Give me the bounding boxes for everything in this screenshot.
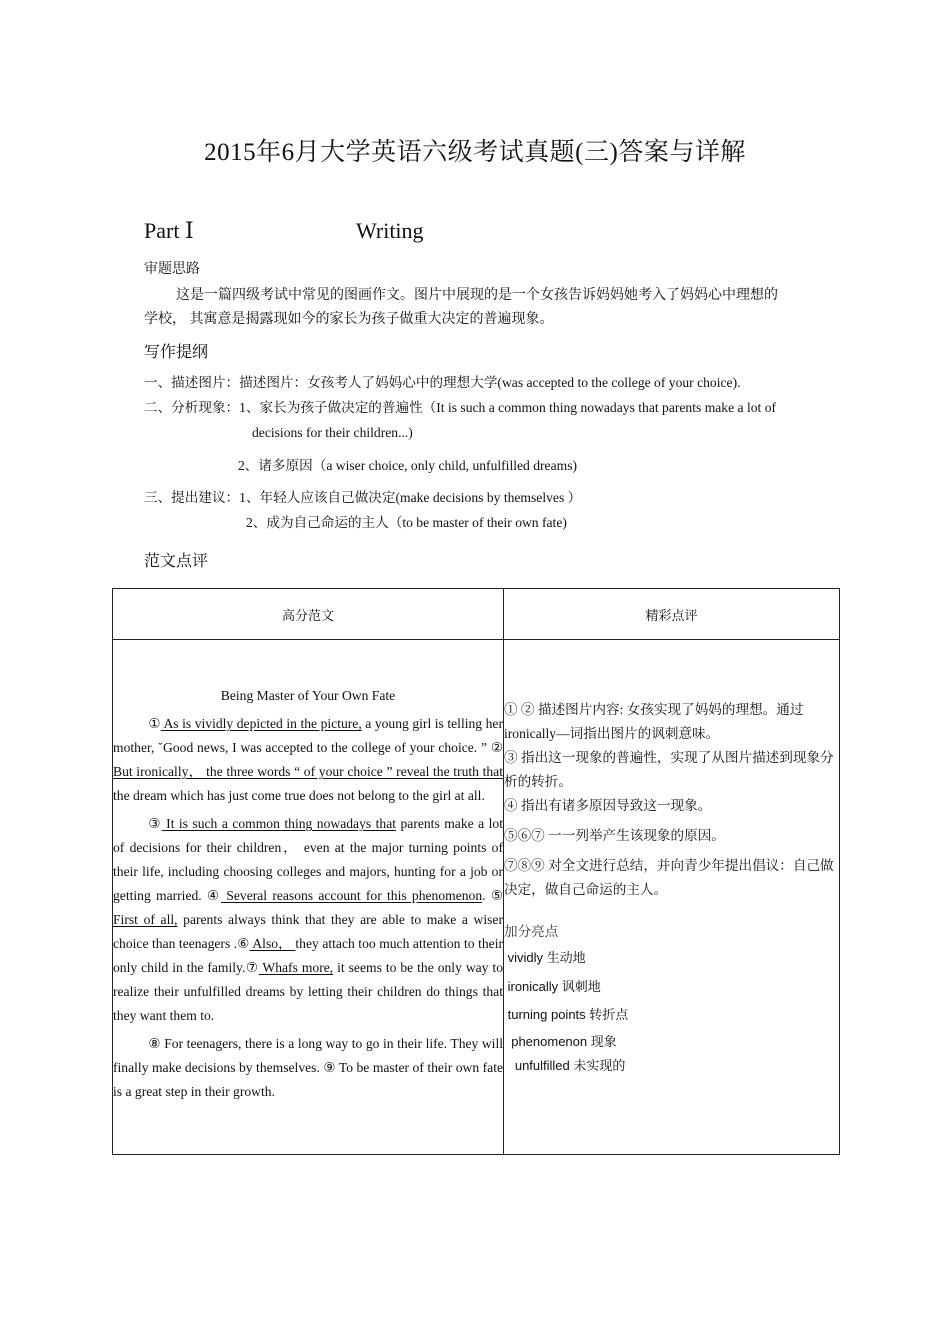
part-name: Writing <box>356 218 424 243</box>
marker-9: ⑨ <box>323 1060 336 1075</box>
marker-4: ④ <box>206 888 222 903</box>
underlined-phrase-2: But ironically， the three words “ of your choice ” reveal the truth that <box>113 764 503 779</box>
page-title: 2015年6月大学英语六级考试真题(三)答案与详解 <box>204 139 746 166</box>
comment-4: ⑤⑥⑦ 一一列举产生该现象的原因。 <box>504 828 725 843</box>
marker-3: ③ <box>148 816 162 831</box>
essay-text: parents make a lot of decisions for their children， even at the major turning points of their life, including choosing colleges and majors, hunting for a job or getting married. <box>113 816 503 903</box>
marker-6: ⑥ <box>237 936 250 951</box>
bonus-item: vividly 生动地 <box>504 950 586 965</box>
comment-2: ③ 指出这一现象的普遍性，实现了从图片描述到现象分析的转折。 <box>504 750 834 789</box>
essay-text: it seems to be the only way to realize their unfulfilled dreams by letting their children do things that they want them to. <box>113 960 504 1023</box>
analysis-heading: 审题思路 <box>144 262 200 277</box>
comments <box>504 640 839 1078</box>
bonus-item: phenomenon 现象 <box>504 1033 617 1049</box>
bonus-item: unfulfilled 未实现的 <box>504 1057 626 1073</box>
analysis-line-2: 学校， 其寓意是揭露现如今的家长为孩子做重大决定的普遍现象。 <box>144 312 554 327</box>
part-label: Part Ⅰ <box>144 218 194 243</box>
essay-column-header: 高分范文 <box>113 589 504 640</box>
marker-5: ⑤ <box>490 888 504 903</box>
underlined-phrase-1: As is vividly depicted in the picture, <box>160 716 362 731</box>
bonus-heading: 加分亮点 <box>504 924 559 939</box>
marker-1: ① <box>148 716 161 731</box>
outline-item-2b: decisions for their children...) <box>252 425 413 440</box>
essay-paragraph-2 <box>113 812 503 1028</box>
essay-text: the dream which has just come true does not belong to the girl at all. <box>113 788 485 803</box>
marker-2: ② <box>490 740 503 755</box>
comment-1: ① ② 描述图片内容: 女孩实现了妈妈的理想。通过 ironically—词指出图片的讽刺意味。 <box>504 702 804 741</box>
comment-cell <box>504 640 840 1155</box>
marker-8: ⑧ <box>148 1036 161 1051</box>
essay-text: parents always think that they are able to make a wiser choice than teenagers . <box>113 912 503 951</box>
essay-text: they attach too much attention to their only child in the family. <box>113 936 503 975</box>
bonus-item: turning points 转折点 <box>504 1007 629 1022</box>
outline-item-3a: 三、提出建议：1、年轻人应该自己做决定(make decisions by themselves ） <box>144 490 582 505</box>
analysis-line-1: 这是一篇四级考试中常见的图画作文。图片中展现的是一个女孩告诉妈妈她考入了妈妈心中理想的 <box>176 288 778 303</box>
essay-text: . <box>482 888 491 903</box>
review-heading: 范文点评 <box>144 553 209 570</box>
comment-column-header: 精彩点评 <box>504 589 840 640</box>
underlined-phrase-5: First of all, <box>113 912 178 927</box>
outline-heading: 写作提纲 <box>144 344 209 361</box>
outline-item-1: 一、描述图片：描述图片：女孩考人了妈妈心中的理想大学(was accepted to the college of your choice). <box>144 375 741 390</box>
essay <box>113 684 503 1104</box>
essay-text: For teenagers, there is a long way to go in their life. They will finally make decisions by themselves. <box>113 1036 504 1075</box>
underlined-phrase-6: Also， <box>249 936 296 951</box>
essay-paragraph-3 <box>113 1032 503 1104</box>
marker-7: ⑦ <box>245 960 259 975</box>
bonus-list <box>504 944 839 1078</box>
bonus-item: ironically 讽刺地 <box>504 978 601 994</box>
underlined-phrase-4: Several reasons account for this phenomenon <box>221 888 483 903</box>
essay-title: Being Master of Your Own Fate <box>220 688 396 703</box>
underlined-phrase-3: It is such a common thing nowadays that <box>161 816 397 831</box>
comment-3: ④ 指出有诸多原因导致这一现象。 <box>504 798 712 813</box>
review-table <box>112 588 840 1155</box>
outline-item-3b: 2、成为自己命运的主人（to be master of their own fate) <box>246 515 567 530</box>
outline-item-2c: 2、诸多原因（a wiser choice, only child, unfulfilled dreams) <box>238 458 578 473</box>
comment-5: ⑦⑧⑨ 对全文进行总结，并向青少年提出倡议：自己做决定，做自己命运的主人。 <box>504 858 834 897</box>
essay-cell <box>113 640 504 1155</box>
essay-text: To be master of their own fate is a great step in their growth. <box>113 1060 504 1099</box>
essay-text: a young girl is telling her mother, ˇGood news, I was accepted to the college of your choice. ” <box>113 716 503 755</box>
underlined-phrase-7: Whafs more, <box>258 960 334 975</box>
outline-item-2a: 二、分析现象：1、家长为孩子做决定的普遍性（It is such a common thing nowadays that parents make a lot of <box>144 400 777 415</box>
essay-paragraph-1 <box>113 712 503 808</box>
